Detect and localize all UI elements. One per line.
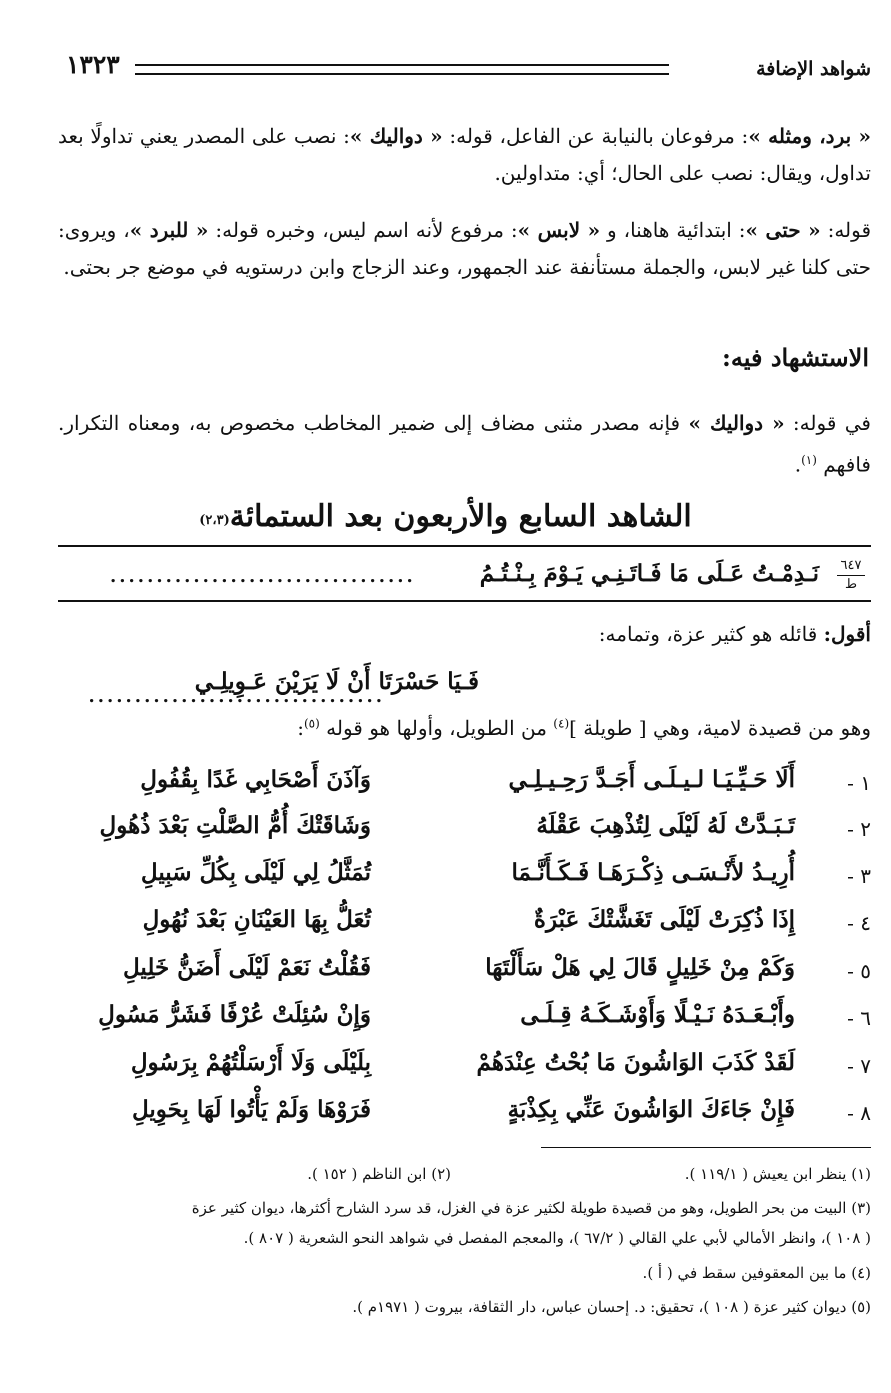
- verse-first-hemistich: إِذَا ذُكِرَتْ لَيْلَى تَغَشَّتْكَ عَبْرَةٌ: [533, 906, 795, 933]
- page-number: ١٣٢٣: [66, 50, 120, 79]
- text-span: في قوله:: [784, 411, 871, 435]
- term-dawalik: « دواليك »: [349, 124, 443, 148]
- verse-row: [0, 903, 891, 949]
- hemistich-dots: .................................: [110, 566, 416, 587]
- divider-top: [58, 545, 871, 547]
- verse-first-hemistich: أُرِيـدُ لأَنْـسَـى ذِكْـرَهَـا فَـكَـأَنَّـمَا: [511, 859, 795, 886]
- text-span: قوله:: [820, 218, 872, 242]
- section-heading: الاستشهاد فيه:: [722, 343, 869, 372]
- verse-number: ٦ -: [847, 1006, 871, 1030]
- running-header-title: شواهد الإضافة: [756, 58, 871, 80]
- text-span: ، ويروى: حتى كلنا غير لابس، والجملة مستأنفة عند الجمهور، وعند الزجاج وابن درستويه في موضع جر بحتى.: [58, 218, 871, 279]
- paragraph-2: [58, 212, 871, 286]
- text-span: فإنه مصدر مثنى مضاف إلى ضمير المخاطب مخصوص به، ومعناه التكرار. فافهم: [58, 411, 871, 477]
- paragraph-3: [58, 405, 871, 484]
- paragraph-1: [58, 118, 871, 192]
- footnote-ref: (٢،٣): [199, 513, 230, 528]
- text-span: : مرفوعان بالنيابة عن الفاعل، قوله:: [442, 124, 749, 148]
- footnote-3-line-2: ( ١٠٨ )، وانظر الأمالي لأبي علي القالي ( ٦٧/٢ )، والمعجم المفصل في شواهد النحو الشعرية ( ٨٠٧ ).: [243, 1229, 871, 1247]
- text-span: : مرفوع لأنه اسم ليس، وخبره قوله:: [208, 218, 518, 242]
- divider-bottom: [58, 600, 871, 602]
- verse-number: ٣ -: [847, 864, 871, 888]
- intro-text: قائله هو كثير عزة، وتمامه:: [598, 622, 824, 646]
- footnote-4: (٤) ما بين المعقوفين سقط في ( أ ).: [642, 1264, 871, 1282]
- verse-row: [0, 763, 891, 809]
- verse-row: [0, 809, 891, 855]
- verse-second-hemistich: وَشَاقَتْكَ أُمُّ الصَّلْتِ بَعْدَ ذُهُولِ: [99, 812, 371, 839]
- verse-row: [0, 856, 891, 902]
- term-dawalik: « دواليك »: [688, 411, 785, 435]
- commentary-intro: [599, 622, 871, 646]
- verse-row: [0, 951, 891, 997]
- completion-dots: ................................: [88, 686, 385, 707]
- shahid-title: [0, 493, 891, 541]
- text-span: .: [794, 452, 802, 477]
- footnote-3-line-1: (٣) البيت من بحر الطويل، وهو من قصيدة طويلة لكثير عزة في الغزل، قد سرد الشارح أكثرها، ديوان كثير عزة: [191, 1199, 871, 1217]
- verse-number: ٢ -: [847, 817, 871, 841]
- footnote-2: (٢) ابن الناظم ( ١٥٢ ).: [307, 1165, 451, 1183]
- verse-first-hemistich: فَإِنْ جَاءَكَ الوَاشُونَ عَنِّي بِكِذْبَةٍ: [507, 1096, 795, 1123]
- shahid-number-top: ٦٤٧: [840, 558, 862, 573]
- shahid-title-text: الشاهد السابع والأربعون بعد الستمائة: [229, 499, 692, 534]
- shahid-hemistich: نَـدِمْـتُ عَـلَى مَا فَـاتَـنِـي يَـوْمَ بِـنْـتُـمُ: [479, 560, 819, 587]
- text-span: : نصب على المصدر يعني تداولًا بعد تداول، ويقال: نصب على الحال؛ أي: متداولين.: [58, 124, 871, 185]
- verse-row: [0, 998, 891, 1044]
- verse-number: ١ -: [847, 771, 871, 795]
- term-bard: « برد، ومثله »: [748, 124, 872, 148]
- footnote-ref: (٤): [553, 716, 570, 731]
- verse-row: [0, 1046, 891, 1092]
- text-span: من الطويل، وأولها هو قوله: [319, 716, 554, 740]
- header-double-rule: [135, 64, 669, 75]
- intro-label: أقول:: [823, 622, 871, 646]
- verse-first-hemistich: وَكَمْ مِنْ خَلِيلٍ قَالَ لِي هَلْ سَأَلْتَهَا: [485, 954, 795, 981]
- term-hatta: « حتى »: [745, 218, 821, 242]
- completion-hemistich: فَـيَا حَسْرَتَا أَنْ لَا يَرَيْنَ عَـوِيلِـي: [194, 668, 479, 695]
- verse-number: ٤ -: [847, 911, 871, 935]
- footnote-ref: (١): [801, 453, 817, 467]
- verse-second-hemistich: بِلَيْلَى وَلَا أَرْسَلْتُهُمْ بِرَسُولِ: [130, 1049, 371, 1076]
- verse-number: ٧ -: [847, 1054, 871, 1078]
- verse-row: [0, 1093, 891, 1139]
- footnote-5: (٥) ديوان كثير عزة ( ١٠٨ )، تحقيق: د. إحسان عباس، دار الثقافة، بيروت ( ١٩٧١م ).: [352, 1298, 871, 1316]
- text-span: :: [297, 716, 304, 740]
- source-line: [297, 716, 871, 740]
- footnote-1: (١) ينظر ابن يعيش ( ١١٩/١ ).: [684, 1165, 871, 1183]
- term-lilbard: « للبرد »: [129, 218, 209, 242]
- verse-first-hemistich: لَقَدْ كَذَبَ الوَاشُونَ مَا بُحْتُ عِنْدَهُمْ: [476, 1049, 795, 1076]
- verse-second-hemistich: تُمَثَّلُ لِي لَيْلَى بِكُلِّ سَبِيلِ: [140, 859, 371, 886]
- verse-first-hemistich: تَـبَـدَّتْ لَهُ لَيْلَى لِتُذْهِبَ عَقْلَهُ: [536, 812, 795, 839]
- verse-second-hemistich: تُعَلُّ بِهَا العَيْنَانِ بَعْدَ نُهُولِ: [142, 906, 371, 933]
- term-labis: « لابس »: [517, 218, 601, 242]
- footnote-ref: (٥): [303, 716, 320, 731]
- text-span: وهو من قصيدة لامية، وهي [ طويلة ]: [569, 716, 871, 740]
- verse-number: ٥ -: [847, 959, 871, 983]
- verse-second-hemistich: فَقُلْتُ نَعَمْ لَيْلَى أَضَنُّ خَلِيلِ: [122, 954, 371, 981]
- footnote-separator: [541, 1147, 871, 1148]
- verse-first-hemistich: وأَبْـعَـدَهُ نَـيْـلًا وَأَوْشَـكَـهُ قِـلَـى: [520, 1001, 795, 1028]
- verse-second-hemistich: وَإِنْ سُئِلَتْ عُرْفًا فَشَرُّ مَسُولِ: [98, 1001, 371, 1028]
- verse-second-hemistich: فَرَوْهَا وَلَمْ يَأْتُوا لَهَا بِحَوِيلِ: [131, 1096, 371, 1123]
- shahid-number: [831, 558, 871, 593]
- verse-second-hemistich: وَآذَنَ أَصْحَابِي غَدًا بِقُفُولِ: [140, 766, 371, 793]
- verse-number: ٨ -: [847, 1101, 871, 1125]
- text-span: : ابتدائية هاهنا، و: [600, 218, 746, 242]
- shahid-number-bottom: ط: [844, 577, 858, 592]
- verse-first-hemistich: أَلَا حَـيِّـيَـا لـيـلَـى أَجَـدَّ رَحِـيـلِـي: [508, 766, 795, 793]
- fraction-bar: [837, 575, 865, 576]
